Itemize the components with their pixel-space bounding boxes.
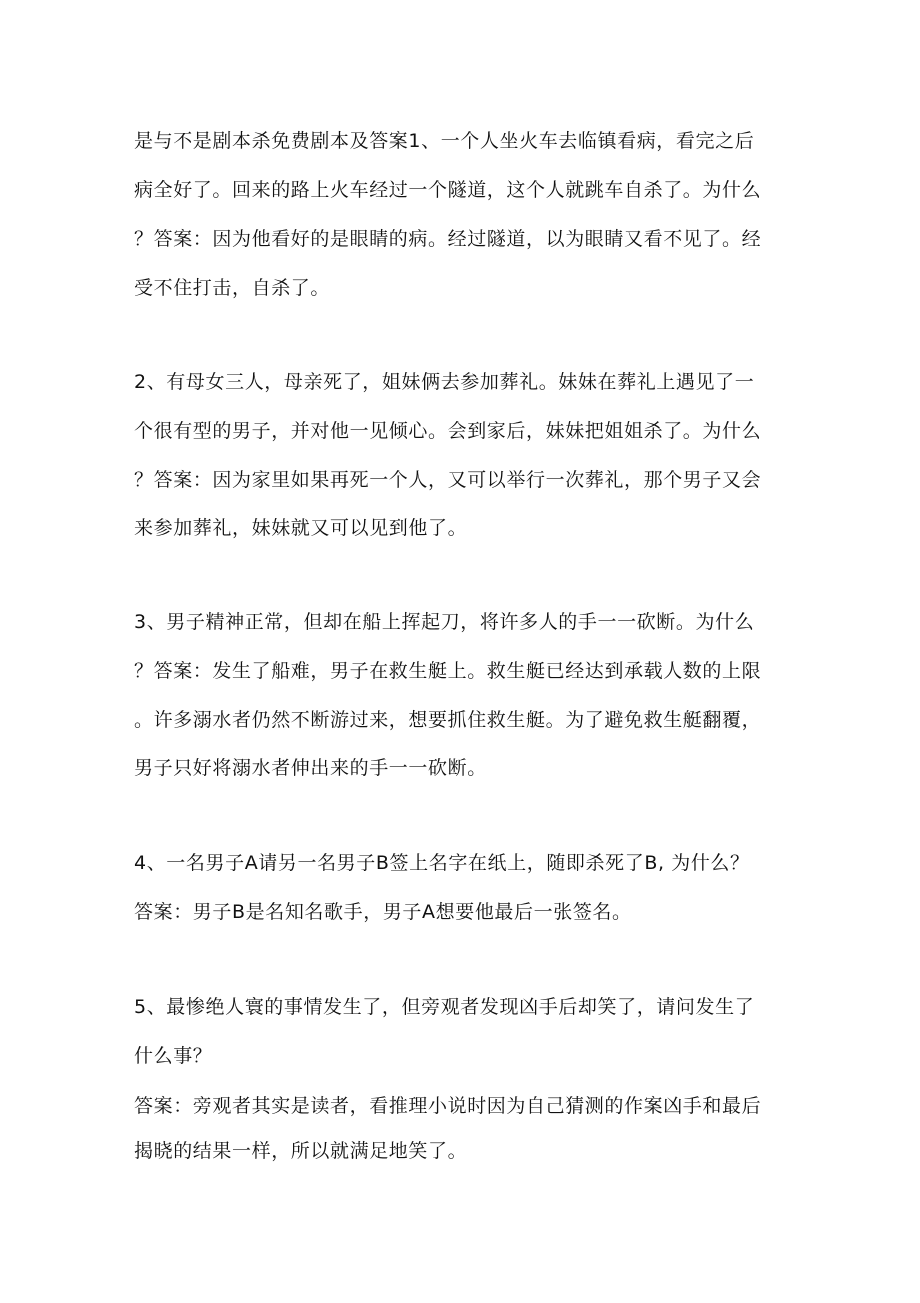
paragraph-1-line-3: ？答案：因为他看好的是眼睛的病。经过隧道，以为眼睛又看不见了。经 [134,228,762,250]
paragraph-1-line-1: 是与不是剧本杀免费剧本及答案1、一个人坐火车去临镇看病，看完之后 [134,130,755,152]
paragraph-5-line-4: 揭晓的结果一样，所以就满足地笑了。 [134,1140,468,1162]
paragraph-3-line-2: ？答案：发生了船难，男子在救生艇上。救生艇已经达到承载人数的上限 [134,660,762,682]
paragraph-3-line-4: 男子只好将溺水者伸出来的手一一砍断。 [134,757,487,779]
paragraph-5-line-1: 5、最惨绝人寰的事情发生了，但旁观者发现凶手后却笑了，请问发生了 [134,996,755,1018]
paragraph-4-line-1: 4、一名男子A请另一名男子B签上名字在纸上，随即杀死了B, 为什么？ [134,852,750,874]
paragraph-5-line-2: 什么事？ [134,1045,213,1067]
paragraph-2-line-1: 2、有母女三人，母亲死了，姐妹俩去参加葬礼。妹妹在葬礼上遇见了一 [134,371,755,393]
paragraph-1-line-2: 病全好了。回来的路上火车经过一个隧道，这个人就跳车自杀了。为什么 [134,179,762,201]
paragraph-2-line-4: 来参加葬礼，妹妹就又可以见到他了。 [134,517,468,539]
paragraph-1-line-4: 受不住打击，自杀了。 [134,277,331,299]
paragraph-5-line-3: 答案：旁观者其实是读者，看推理小说时因为自己猜测的作案凶手和最后 [134,1095,762,1117]
paragraph-4-line-2: 答案：男子B是名知名歌手，男子A想要他最后一张签名。 [134,901,632,923]
paragraph-3-line-1: 3、男子精神正常，但却在船上挥起刀，将许多人的手一一砍断。为什么 [134,611,755,633]
paragraph-2-line-3: ？答案：因为家里如果再死一个人，又可以举行一次葬礼，那个男子又会 [134,469,762,491]
paragraph-2-line-2: 个很有型的男子，并对他一见倾心。会到家后，妹妹把姐姐杀了。为什么 [134,420,762,442]
paragraph-3-line-3: 。许多溺水者仍然不断游过来，想要抓住救生艇。为了避免救生艇翻覆， [134,709,762,731]
